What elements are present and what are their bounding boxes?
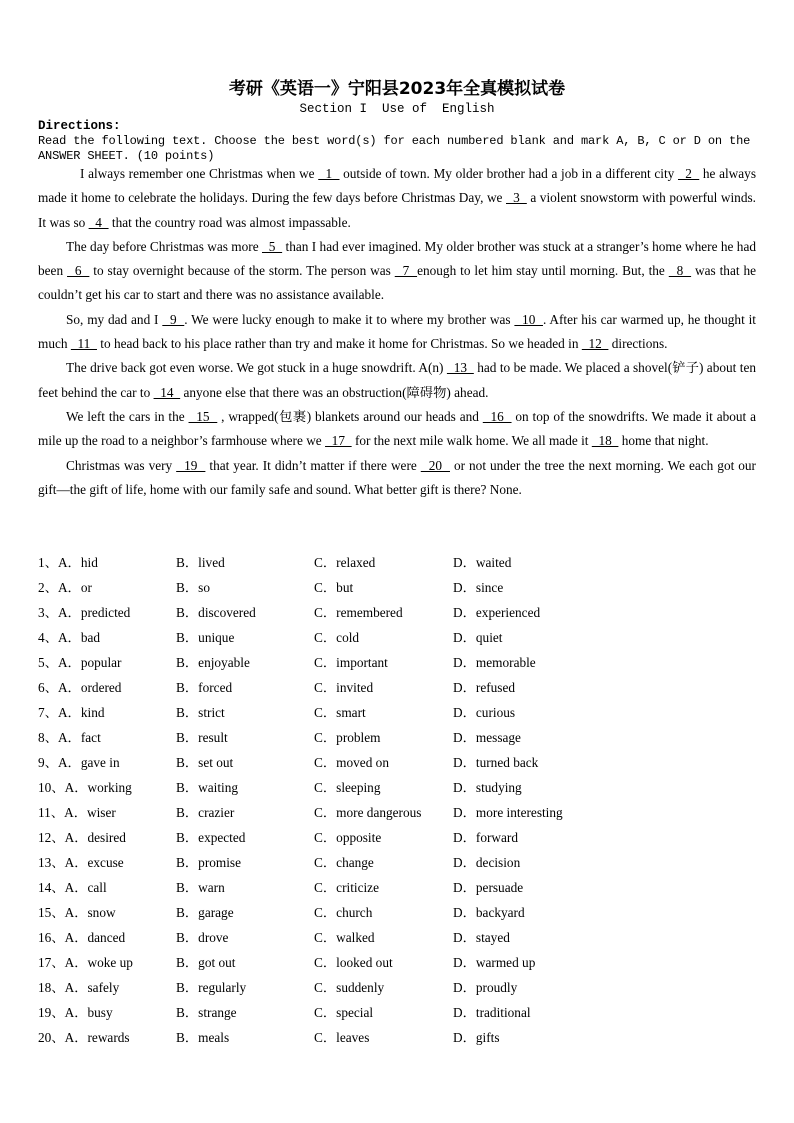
numbered-blank: 12 [581, 336, 609, 352]
question-row [38, 927, 758, 952]
option-b: B．enjoyable [176, 655, 250, 670]
section-subtitle: Section I Use of English [299, 102, 495, 116]
question-row [38, 602, 758, 627]
numbered-blank: 18 [591, 433, 619, 449]
passage-text: We left the cars in the [66, 408, 189, 424]
option-b: B．result [176, 730, 228, 745]
option-d: D．forward [453, 830, 518, 845]
passage-text: anyone else that there was an obstruction(障碍物) ahead. [180, 384, 489, 400]
passage-text: home that night. [618, 433, 709, 449]
question-number-and-option-a [38, 752, 120, 774]
option-b: B．promise [176, 855, 242, 870]
option-d: D．quiet [453, 630, 503, 645]
passage-text: a violent snowstorm with powerful winds. It was so [38, 190, 756, 230]
passage-text: on top of the snowdrifts. We made it about a mile up the road to a neighbor’s farmhouse where we [38, 408, 757, 449]
question-row [38, 652, 758, 677]
option-a: A．rewards [64, 1030, 130, 1045]
question-number: 19、 [38, 1005, 65, 1020]
numbered-blank: 10 [514, 311, 543, 327]
numbered-blank: 4 [88, 214, 109, 230]
question-number-and-option-a [38, 727, 101, 749]
passage-paragraph [38, 162, 756, 235]
option-d: D．stayed [453, 930, 510, 945]
numbered-blank: 11 [70, 336, 97, 352]
option-a: A．ordered [57, 680, 122, 695]
question-number: 20、 [38, 1030, 65, 1045]
question-row [38, 727, 758, 752]
passage-paragraph [38, 405, 756, 454]
directions-label: Directions: [38, 119, 121, 133]
option-c: C．criticize [314, 880, 379, 895]
numbered-blank: 9 [162, 311, 185, 327]
option-b: B．waiting [176, 780, 239, 795]
option-c: C．suddenly [314, 980, 385, 995]
question-number: 10、 [38, 780, 65, 795]
option-a: A．wiser [64, 805, 116, 820]
passage-text: to head back to his place rather than try and make it home for Christmas. So we headed in [96, 336, 582, 352]
passage-paragraph [38, 356, 756, 405]
question-number-and-option-a [38, 577, 92, 599]
option-b: B．unique [176, 630, 235, 645]
option-d: D．gifts [453, 1030, 500, 1045]
question-number: 3、 [38, 605, 58, 620]
option-c: C．moved on [314, 755, 389, 770]
question-row [38, 977, 758, 1002]
question-number-and-option-a [38, 677, 121, 699]
option-c: C．important [314, 655, 388, 670]
option-b: B．forced [176, 680, 233, 695]
question-number: 11、 [38, 805, 65, 820]
option-b: B．lived [176, 555, 225, 570]
option-c: C．relaxed [314, 555, 376, 570]
page-title: 考研《英语一》宁阳县2023年全真模拟试卷 [228, 79, 566, 99]
option-c: C．invited [314, 680, 374, 695]
option-b: B．so [176, 580, 210, 595]
passage-text: , wrapped(包裹) blankets around our heads and [217, 408, 483, 424]
option-c: C．looked out [314, 955, 393, 970]
question-row [38, 752, 758, 777]
option-a: A．woke up [64, 955, 133, 970]
question-number-and-option-a [38, 927, 125, 949]
question-number: 7、 [38, 705, 58, 720]
option-b: B．crazier [176, 805, 235, 820]
question-number-and-option-a [38, 777, 132, 799]
numbered-blank: 1 [318, 166, 340, 181]
option-d: D．warmed up [453, 955, 536, 970]
question-row [38, 1027, 758, 1052]
option-d: D．backyard [453, 905, 525, 920]
option-c: C．opposite [314, 830, 382, 845]
option-d: D．turned back [453, 755, 539, 770]
question-number: 6、 [38, 680, 58, 695]
question-number: 5、 [38, 655, 58, 670]
question-row [38, 552, 758, 577]
question-number-and-option-a [38, 602, 130, 624]
passage-text: . We were lucky enough to make it to where my brother was [184, 311, 515, 327]
question-number: 12、 [38, 830, 65, 845]
option-a: A．snow [64, 905, 116, 920]
option-a: A．busy [64, 1005, 113, 1020]
option-c: C．special [314, 1005, 374, 1020]
question-number: 13、 [38, 855, 65, 870]
question-row [38, 852, 758, 877]
question-number: 16、 [38, 930, 65, 945]
numbered-blank: 19 [176, 457, 206, 473]
question-number-and-option-a [38, 977, 119, 999]
option-c: C．remembered [314, 605, 403, 620]
option-c: C．church [314, 905, 373, 920]
question-row [38, 1002, 758, 1027]
passage-text: enough to let him stay until morning. But, the [417, 263, 669, 279]
option-d: D．message [453, 730, 521, 745]
numbered-blank: 5 [261, 238, 283, 254]
question-row [38, 877, 758, 902]
option-a: A．excuse [64, 855, 124, 870]
passage-text: or not under the tree the next morning. We each got our gift—the gift of life, home with our family safe and sound. What better gift is there? None. [38, 457, 756, 497]
option-d: D．memorable [453, 655, 536, 670]
option-a: A．hid [57, 555, 98, 570]
option-d: D．experienced [453, 605, 541, 620]
passage-text: that year. It didn’t matter if there were [205, 457, 421, 473]
question-number-and-option-a [38, 652, 121, 674]
passage-text: that the country road was almost impassable. [108, 214, 351, 230]
question-number-and-option-a [38, 627, 100, 649]
question-number-and-option-a [38, 952, 133, 974]
passage-text: The day before Christmas was more [66, 238, 262, 254]
question-row [38, 677, 758, 702]
passage-text: Christmas was very [66, 457, 177, 473]
question-number-and-option-a [38, 552, 98, 574]
option-a: A．bad [57, 630, 101, 645]
passage-text: The drive back got even worse. We got stuck in a huge snowdrift. A(n) [66, 360, 447, 376]
question-number: 9、 [38, 755, 58, 770]
numbered-blank: 6 [67, 263, 90, 279]
passage-text: was that he couldn’t get his car to start and there was no assistance available. [38, 263, 757, 303]
option-d: D．studying [453, 780, 522, 795]
option-d: D．proudly [453, 980, 518, 995]
question-number-and-option-a [38, 827, 126, 849]
question-row [38, 702, 758, 727]
passage-text: outside of town. My older brother had a job in a different city [339, 166, 678, 181]
option-c: C．cold [314, 630, 360, 645]
question-number-and-option-a [38, 702, 105, 724]
question-number: 18、 [38, 980, 65, 995]
question-row [38, 802, 758, 827]
option-c: C．problem [314, 730, 381, 745]
option-a: A．or [57, 580, 92, 595]
numbered-blank: 17 [325, 433, 352, 449]
option-c: C．smart [314, 705, 366, 720]
question-row [38, 952, 758, 977]
question-number-and-option-a [38, 802, 116, 824]
numbered-blank: 20 [420, 457, 450, 473]
option-b: B．got out [176, 955, 236, 970]
option-a: A．fact [57, 730, 101, 745]
passage-text: he always made it home to celebrate the holidays. During the few days before Christmas Day, we [38, 166, 757, 206]
directions-text: Read the following text. Choose the best word(s) for each numbered blank and mark A, B, C or D on the ANSWER SHEET. (10 points) [38, 134, 751, 163]
question-row [38, 902, 758, 927]
passage-paragraph [38, 308, 756, 357]
option-d: D．curious [453, 705, 516, 720]
option-d: D．refused [453, 680, 516, 695]
question-number-and-option-a [38, 902, 116, 924]
option-b: B．regularly [176, 980, 247, 995]
question-row [38, 777, 758, 802]
question-number: 2、 [38, 580, 58, 595]
option-c: C．but [314, 580, 354, 595]
option-b: B．meals [176, 1030, 230, 1045]
option-c: C．leaves [314, 1030, 370, 1045]
question-number-and-option-a [38, 852, 124, 874]
passage-text: . After his car warmed up, he thought it much [38, 311, 756, 352]
passage-paragraph [38, 235, 756, 308]
passage-text: had to be made. We placed a shovel(铲子) about ten feet behind the car to [38, 360, 756, 400]
numbered-blank: 8 [668, 263, 692, 279]
option-a: A．safely [64, 980, 120, 995]
numbered-blank: 2 [677, 166, 700, 181]
question-number: 8、 [38, 730, 58, 745]
question-row [38, 827, 758, 852]
question-row [38, 627, 758, 652]
numbered-blank: 3 [506, 190, 527, 206]
option-c: C．change [314, 855, 374, 870]
cloze-passage [38, 162, 756, 502]
numbered-blank: 14 [153, 384, 181, 400]
question-number: 4、 [38, 630, 58, 645]
question-number: 17、 [38, 955, 65, 970]
question-number-and-option-a [38, 877, 107, 899]
question-number: 15、 [38, 905, 65, 920]
option-a: A．predicted [57, 605, 131, 620]
answer-options-list [38, 552, 758, 1052]
numbered-blank: 13 [446, 360, 474, 376]
question-row [38, 577, 758, 602]
passage-text: I always remember one Christmas when we [80, 166, 319, 181]
option-a: A．desired [64, 830, 126, 845]
option-a: A．working [64, 780, 132, 795]
option-d: D．more interesting [453, 805, 563, 820]
option-c: C．sleeping [314, 780, 381, 795]
passage-paragraph [38, 454, 756, 503]
option-b: B．discovered [176, 605, 256, 620]
option-d: D．decision [453, 855, 521, 870]
option-d: D．waited [453, 555, 512, 570]
question-number-and-option-a [38, 1002, 113, 1024]
passage-text: than I had ever imagined. My older brother was stuck at a stranger’s home where he had been [38, 238, 757, 279]
passage-text: So, my dad and I [66, 311, 163, 327]
numbered-blank: 7 [394, 263, 418, 279]
numbered-blank: 16 [482, 408, 512, 424]
option-c: C．walked [314, 930, 375, 945]
option-b: B．strange [176, 1005, 237, 1020]
numbered-blank: 15 [188, 408, 218, 424]
option-b: B．warn [176, 880, 225, 895]
option-b: B．garage [176, 905, 234, 920]
passage-text: to stay overnight because of the storm. The person was [89, 263, 395, 279]
option-a: A．call [64, 880, 107, 895]
question-number-and-option-a [38, 1027, 130, 1049]
option-a: A．kind [57, 705, 105, 720]
question-number: 14、 [38, 880, 65, 895]
option-d: D．traditional [453, 1005, 531, 1020]
option-c: C．more dangerous [314, 805, 422, 820]
option-a: A．gave in [57, 755, 120, 770]
option-b: B．expected [176, 830, 246, 845]
question-number: 1、 [38, 555, 58, 570]
passage-text: for the next mile walk home. We all made it [351, 433, 592, 449]
option-a: A．danced [64, 930, 126, 945]
passage-text: directions. [608, 336, 668, 352]
option-b: B．strict [176, 705, 225, 720]
option-b: B．drove [176, 930, 229, 945]
option-d: D．since [453, 580, 504, 595]
option-a: A．popular [57, 655, 122, 670]
option-b: B．set out [176, 755, 234, 770]
option-d: D．persuade [453, 880, 524, 895]
